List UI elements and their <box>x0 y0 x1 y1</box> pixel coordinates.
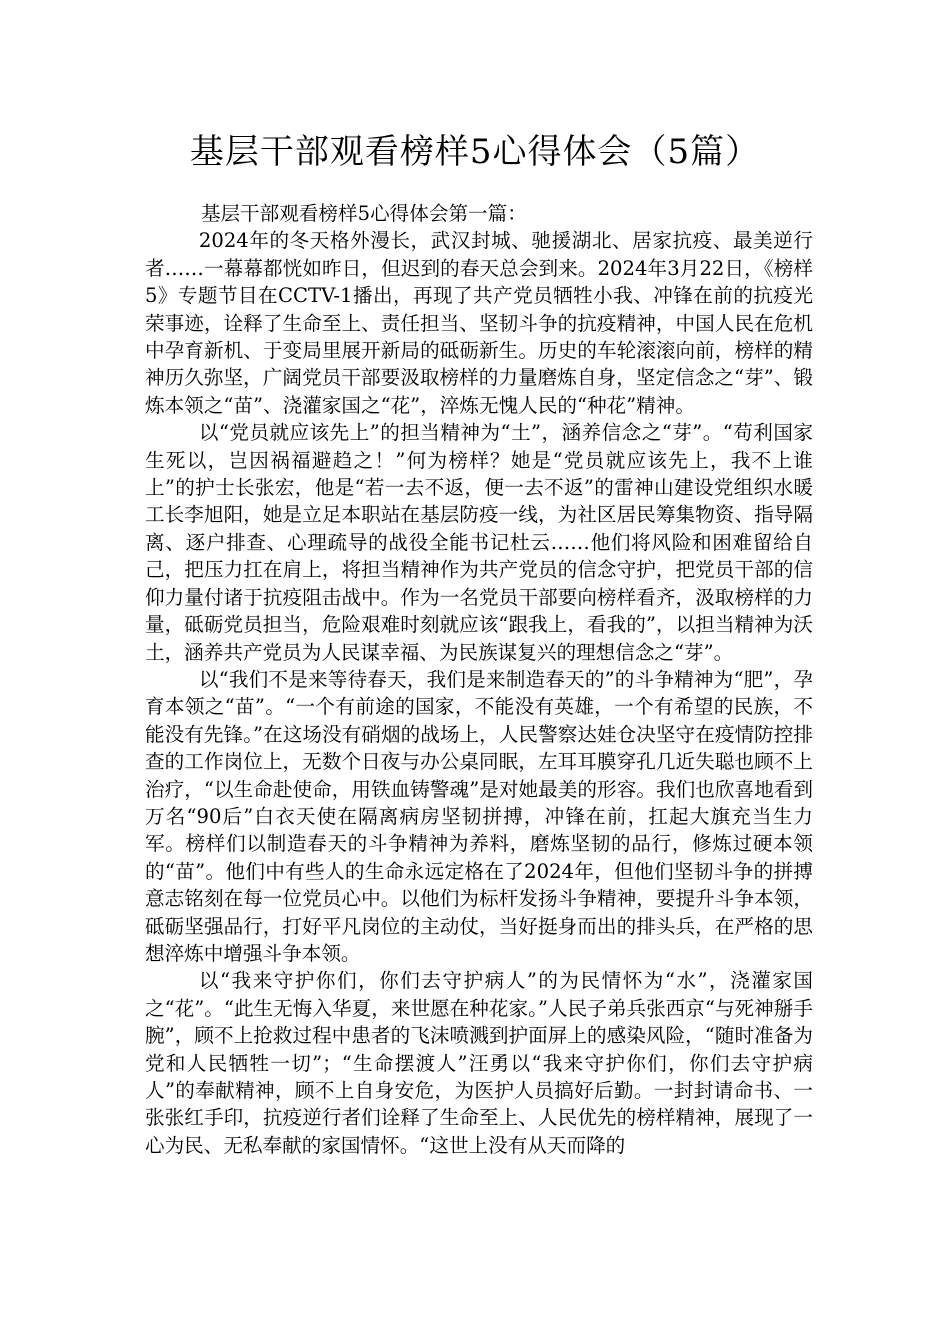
paragraph: 以“党员就应该先上”的担当精神为“土”，涵养信念之“芽”。“苟利国家生死以，岂因祸福避趋之！”何为榜样？她是“党员就应该先上，我不上谁上”的护士长张宏，他是“若一去不返，便一去不返”的雷神山建设党组织水暖工长李旭阳，她是立足本职站在基层防疫一线，为社区居民筹集物资、指导隔离、逐户排查、心理疏导的战役全能书记杜云……他们将风险和困难留给自己，把压力扛在肩上，将担当精神作为共产党员的信念守护，把党员干部的信仰力量付诸于抗疫阻击战中。作为一名党员干部要向榜样看齐，汲取榜样的力量，砥砺党员担当，危险艰难时刻就应该“跟我上，看我的”，以担当精神为沃土，涵养共产党员为人民谋幸福、为民族谋复兴的理想信念之“芽”。 <box>145 421 813 664</box>
section-heading: 基层干部观看榜样5心得体会第一篇： <box>200 202 527 225</box>
document-title: 基层干部观看榜样5心得体会（5篇） <box>189 132 761 172</box>
document-body <box>145 200 813 1159</box>
paragraph: 以“我来守护你们，你们去守护病人”的为民情怀为“水”，浇灌家国之“花”。“此生无悔入华夏，来世愿在种花家。”人民子弟兵张西京“与死神掰手腕”，顾不上抢救过程中患者的飞沫喷溅到护面屏上的感染风险，“随时准备为党和人民牺牲一切”；“生命摆渡人”汪勇以“我来守护你们，你们去守护病人”的奉献精神，顾不上自身安危，为医护人员搞好后勤。一封封请命书、一张张红手印，抗疫逆行者们诠释了生命至上、人民优先的榜样精神，展现了一心为民、无私奉献的家国情怀。“这世上没有从天而降的 <box>145 969 813 1157</box>
paragraph: 以“我们不是来等待春天，我们是来制造春天的”的斗争精神为“肥”，孕育本领之“苗”。“一个有前途的国家，不能没有英雄，一个有希望的民族，不能没有先锋。”在这场没有硝烟的战场上，人民警察达娃仓决坚守在疫情防控排查的工作岗位上，无数个日夜与办公桌同眠，左耳耳膜穿孔几近失聪也顾不上治疗，“以生命赴使命，用铁血铸警魂”是对她最美的形容。我们也欣喜地看到万名“90后”白衣天使在隔离病房坚韧拼搏，冲锋在前，扛起大旗充当生力军。榜样们以制造春天的斗争精神为养料，磨炼坚韧的品行，修炼过硬本领的“苗”。他们中有些人的生命永远定格在了2024年，但他们坚韧斗争的拼搏意志铭刻在每一位党员心中。以他们为标杆发扬斗争精神，要提升斗争本领，砥砺坚强品行，打好平凡岗位的主动仗，当好挺身而出的排头兵，在严格的思想淬炼中增强斗争本领。 <box>145 667 813 965</box>
paragraph: 2024年的冬天格外漫长，武汉封城、驰援湖北、居家抗疫、最美逆行者……一幕幕都恍如昨日，但迟到的春天总会到来。2024年3月22日，《榜样5》专题节目在CCTV-1播出，再现了共产党员牺牲小我、冲锋在前的抗疫光荣事迹，诠释了生命至上、责任担当、坚韧斗争的抗疫精神，中国人民在危机中孕育新机、于变局里展开新局的砥砺新生。历史的车轮滚滚向前，榜样的精神历久弥坚，广阔党员干部要汲取榜样的力量磨炼自身，坚定信念之“芽”、锻炼本领之“苗”、浇灌家国之“花”，淬炼无愧人民的“种花”精神。 <box>145 229 813 417</box>
